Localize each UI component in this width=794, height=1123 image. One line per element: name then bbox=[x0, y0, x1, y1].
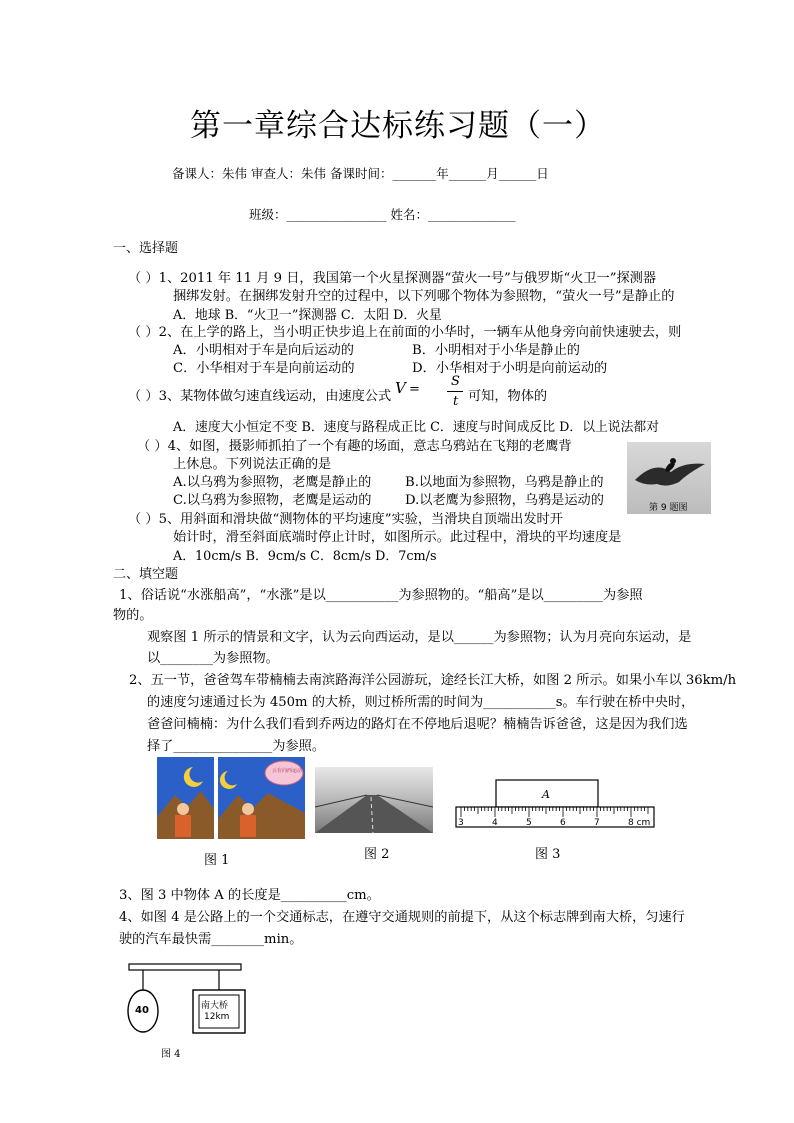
f1-line3: 观察图 1 所示的情景和文字，认为云向西运动，是以______为参照物；认为月亮向东运动，是 bbox=[147, 630, 692, 645]
formula-equals: = bbox=[409, 382, 420, 397]
ruler-tick-label: 3 bbox=[458, 818, 464, 828]
destination-name: 南大桥 bbox=[201, 1001, 229, 1011]
formula-v: V bbox=[395, 379, 406, 397]
moon-icon bbox=[184, 767, 203, 787]
block-a-label: A bbox=[542, 788, 550, 801]
q3-prefix: （ ）3、某物体做匀速直线运动，由速度公式 bbox=[128, 389, 392, 404]
teacher-info-line: 备课人：朱伟 审查人：朱伟 备课时间：_______年______月______日 bbox=[172, 166, 549, 181]
q4-option-d: D.以老鹰为参照物，乌鸦是运动的 bbox=[405, 493, 604, 508]
ruler-graphic bbox=[454, 778, 656, 838]
f3-line: 3、图 3 中物体 A 的长度是__________cm。 bbox=[119, 888, 380, 903]
f4-line1: 4、如图 4 是公路上的一个交通标志，在遵守交通规则的前提下，从这个标志牌到南大桥，匀速行 bbox=[119, 910, 685, 925]
figure1-panel-left bbox=[157, 757, 214, 839]
q5-line2: 始计时，滑至斜面底端时停止计时，如图所示。此过程中，滑块的平均速度是 bbox=[173, 530, 622, 545]
person-head bbox=[177, 803, 189, 815]
sign-crossbar bbox=[129, 964, 241, 970]
mountain-shape bbox=[218, 793, 305, 839]
q3-suffix: 可知，物体的 bbox=[468, 389, 548, 404]
ruler-tick-label: 4 bbox=[492, 818, 498, 828]
q1-line2: 捆绑发射。在捆绑发射升空的过程中，以下列哪个物体为参照物，“萤火一号”是静止的 bbox=[173, 289, 675, 304]
formula-fraction-bar bbox=[447, 391, 463, 392]
q4-option-b: B.以地面为参照物，乌鸦是静止的 bbox=[405, 475, 604, 490]
destination-distance: 12km bbox=[204, 1012, 230, 1022]
f2-line4: 择了_______________为参照。 bbox=[147, 739, 326, 754]
q3-options: A．速度大小恒定不变 B．速度与路程成正比 C．速度与时间成反比 D．以上说法都对 bbox=[173, 420, 659, 435]
figure2-bridge-photo bbox=[315, 767, 433, 833]
speed-limit-value: 40 bbox=[135, 1005, 149, 1016]
f2-line3: 爸爸问楠楠：为什么我们看到乔两边的路灯在不停地后退呢？楠楠告诉爸爸，这是因为我们选 bbox=[147, 717, 688, 732]
q2-option-a: A．小明相对于车是向后运动的 bbox=[173, 343, 354, 358]
f1-line4: 以________为参照物。 bbox=[147, 651, 279, 666]
figure1-caption: 图 1 bbox=[204, 853, 230, 868]
q2-line1: （ ）2、在上学的路上，当小明正快步追上在前面的小华时，一辆车从他身旁向前快速驶去，则 bbox=[128, 325, 682, 340]
ruler-tick-label: 5 bbox=[526, 818, 532, 828]
speech-bubble-text: 云在向西运动 bbox=[272, 768, 303, 774]
f2-line1: 2、五一节，爸爸驾车带楠楠去南滨路海洋公园游玩，途经长江大桥，如图 2 所示。如果小车以 36km/h bbox=[129, 673, 737, 688]
figure1-panel-right bbox=[218, 757, 305, 839]
moon-icon bbox=[220, 771, 237, 789]
ruler-tick-label: 7 bbox=[594, 818, 600, 828]
q2-option-b: B．小明相对于小华是静止的 bbox=[412, 343, 580, 358]
road-shape bbox=[315, 795, 433, 833]
person-head bbox=[242, 803, 254, 815]
figure3-ruler-diagram bbox=[454, 778, 656, 838]
q1-options: A．地球 B．“火卫一”探测器 C．太阳 D．火星 bbox=[173, 308, 442, 323]
person-body bbox=[175, 815, 191, 837]
figure2-caption: 图 2 bbox=[364, 847, 390, 862]
ruler-tick-label: 6 bbox=[560, 818, 566, 828]
q1-line1: （ ）1、2011 年 11 月 9 日，我国第一个火星探测器“萤火一号”与俄罗斯“火卫一”探测器 bbox=[128, 271, 657, 286]
f1-line2: 物的。 bbox=[113, 608, 153, 623]
q4-line2: 上休息。下列说法正确的是 bbox=[173, 457, 332, 472]
q5-options: A．10cm/s B．9cm/s C．8cm/s D．7cm/s bbox=[173, 549, 437, 564]
q4-option-a: A.以乌鸦为参照物，老鹰是静止的 bbox=[173, 475, 372, 490]
f2-line2: 的速度匀速通过长为 450m 的大桥，则过桥所需的时间为___________s。车行驶在桥中央时， bbox=[147, 695, 695, 710]
section-heading-choice: 一、选择题 bbox=[113, 241, 179, 256]
q2-option-d: D．小华相对于小明是向前运动的 bbox=[412, 361, 608, 376]
q4-option-c: C.以乌鸦为参照物，老鹰是运动的 bbox=[173, 493, 372, 508]
page-title: 第一章综合达标练习题（一） bbox=[190, 108, 606, 144]
q2-option-c: C．小华相对于车是向前运动的 bbox=[173, 361, 355, 376]
person-body bbox=[240, 815, 256, 837]
q4-line1: （ ）4、如图，摄影师抓拍了一个有趣的场面，意志乌鸦站在飞翔的老鹰背 bbox=[137, 439, 572, 454]
formula-denominator: t bbox=[453, 394, 459, 409]
eagle-crow-photo bbox=[627, 442, 711, 514]
photo-caption: 第 9 题图 bbox=[649, 503, 688, 513]
figure4-caption: 图 4 bbox=[161, 1049, 181, 1060]
q5-line1: （ ）5、用斜面和滑块做“测物体的平均速度”实验，当滑块自顶端出发时开 bbox=[128, 512, 563, 527]
figure4-traffic-sign bbox=[126, 960, 246, 1040]
section-heading-fill: 二、填空题 bbox=[113, 567, 179, 582]
student-info-line: 班级：________________ 姓名：______________ bbox=[249, 207, 516, 222]
formula-numerator: S bbox=[451, 374, 460, 389]
f1-line1: 1、俗话说“水涨船高”，“水涨”是以___________为参照物的。“船高”是以_________为参照 bbox=[119, 588, 643, 603]
ruler-tick-label: 8 cm bbox=[628, 818, 651, 828]
f4-line2: 驶的汽车最快需________min。 bbox=[119, 932, 303, 947]
figure3-caption: 图 3 bbox=[535, 847, 561, 862]
